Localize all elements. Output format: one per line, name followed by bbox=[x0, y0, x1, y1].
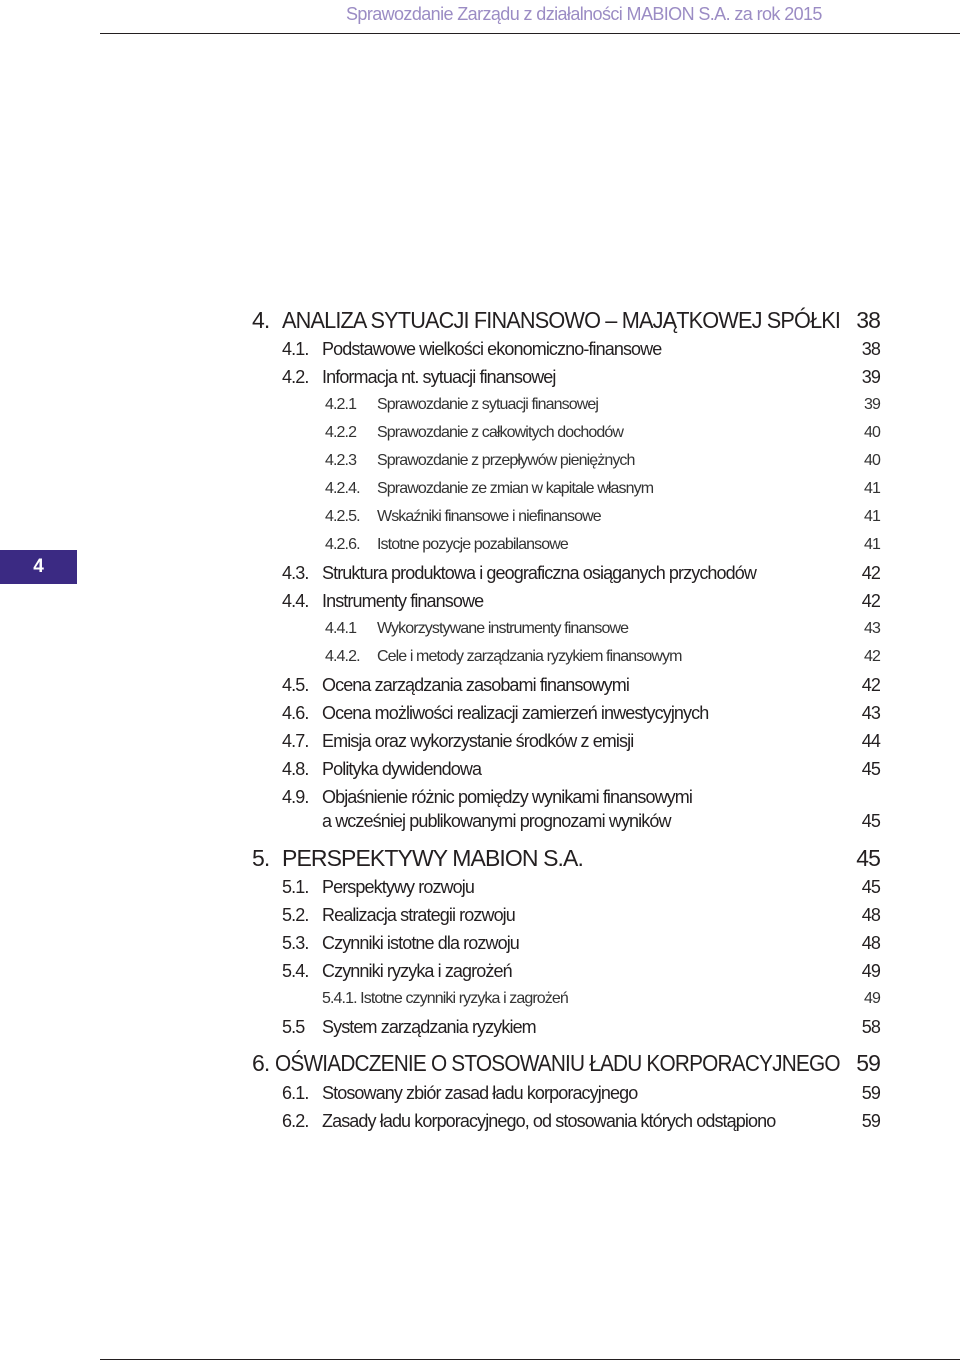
toc-entry-number: 5.3. bbox=[282, 933, 309, 953]
toc-entry-title: Sprawozdanie z całkowitych dochodów bbox=[377, 424, 623, 441]
toc-entry-number: 4.2.5. bbox=[325, 508, 360, 525]
toc-entry-page: 42 bbox=[864, 648, 880, 665]
toc-entry-title: PERSPEKTYWY MABION S.A. bbox=[282, 845, 583, 871]
toc-entry-title: Wskaźniki finansowe i niefinansowe bbox=[377, 508, 601, 525]
toc-entry-number: 6.2. bbox=[282, 1111, 309, 1131]
toc-entry-title: Instrumenty finansowe bbox=[322, 591, 484, 611]
toc-entry-number: 4. bbox=[252, 307, 270, 333]
toc-entry-number: 4.1. bbox=[282, 339, 309, 359]
toc-entry[interactable] bbox=[0, 905, 882, 929]
toc-entry[interactable] bbox=[0, 787, 882, 811]
toc-entry-page: 49 bbox=[861, 961, 880, 981]
toc-entry-number: 5.2. bbox=[282, 905, 309, 925]
toc-entry-page: 42 bbox=[861, 591, 880, 611]
toc-entry-title: Stosowany zbiór zasad ładu korporacyjnego bbox=[322, 1083, 638, 1103]
toc-entry[interactable] bbox=[0, 1111, 882, 1135]
toc-entry-page: 43 bbox=[864, 620, 880, 637]
toc-entry-number: 4.2.3 bbox=[325, 452, 357, 469]
toc-entry-title: Czynniki ryzyka i zagrożeń bbox=[322, 961, 512, 981]
toc-entry[interactable] bbox=[0, 990, 882, 1012]
toc-entry-page: 45 bbox=[861, 759, 880, 779]
toc-entry-page: 38 bbox=[861, 339, 880, 359]
toc-entry-number: 4.3. bbox=[282, 563, 309, 583]
toc-entry[interactable] bbox=[0, 307, 882, 337]
toc-entry-title: Perspektywy rozwoju bbox=[322, 877, 474, 897]
toc-entry-number: 5.4. bbox=[282, 961, 309, 981]
toc-entry[interactable] bbox=[0, 648, 882, 670]
toc-entry-title: Zasady ładu korporacyjnego, od stosowania których odstąpiono bbox=[322, 1111, 776, 1131]
toc-entry-number: 4.2.1 bbox=[325, 396, 357, 413]
toc-entry-number: 4.4. bbox=[282, 591, 309, 611]
toc-entry-title: 5.4.1. Istotne czynniki ryzyka i zagrożeń bbox=[322, 990, 568, 1007]
toc-entry-number: 5.1. bbox=[282, 877, 309, 897]
toc-entry-page: 45 bbox=[861, 877, 880, 897]
toc-entry-page: 41 bbox=[864, 508, 880, 525]
toc-entry-page: 58 bbox=[861, 1017, 880, 1037]
toc-entry-title: ANALIZA SYTUACJI FINANSOWO – MAJĄTKOWEJ SPÓŁKI bbox=[282, 307, 841, 333]
toc-entry-page: 41 bbox=[864, 480, 880, 497]
toc-entry-number: 4.4.2. bbox=[325, 648, 360, 665]
toc-entry-number: 5.5 bbox=[282, 1017, 305, 1037]
toc-entry-title: Podstawowe wielkości ekonomiczno-finansowe bbox=[322, 339, 662, 359]
toc-entry-page: 39 bbox=[864, 396, 880, 413]
toc-entry[interactable] bbox=[0, 452, 882, 474]
toc-entry[interactable] bbox=[0, 424, 882, 446]
toc-entry[interactable] bbox=[0, 675, 882, 699]
toc-entry[interactable] bbox=[0, 1017, 882, 1041]
toc-entry-number: 4.2.6. bbox=[325, 536, 360, 553]
toc-entry[interactable] bbox=[0, 961, 882, 985]
toc-entry-page: 42 bbox=[861, 563, 880, 583]
toc-entry-title: Informacja nt. sytuacji finansowej bbox=[322, 367, 556, 387]
toc-entry-page: 45 bbox=[861, 811, 880, 831]
toc-entry-page: 45 bbox=[856, 845, 880, 871]
toc-entry[interactable] bbox=[0, 703, 882, 727]
toc-entry-number: 4.5. bbox=[282, 675, 309, 695]
toc-entry[interactable] bbox=[0, 811, 882, 835]
toc-entry-page: 59 bbox=[856, 1050, 880, 1076]
toc-entry-title: Polityka dywidendowa bbox=[322, 759, 482, 779]
toc-entry[interactable] bbox=[0, 591, 882, 615]
toc-entry[interactable] bbox=[0, 731, 882, 755]
toc-entry-page: 48 bbox=[861, 905, 880, 925]
toc-entry-title: a wcześniej publikowanymi prognozami wyników bbox=[322, 811, 671, 831]
toc-entry-title: Sprawozdanie ze zmian w kapitale własnym bbox=[377, 480, 654, 497]
toc-entry-page: 38 bbox=[856, 307, 880, 333]
toc-entry-title: Objaśnienie różnic pomiędzy wynikami finansowymi bbox=[322, 787, 692, 807]
toc-entry-number: 5. bbox=[252, 845, 270, 871]
toc-entry[interactable] bbox=[0, 480, 882, 502]
toc-entry[interactable] bbox=[0, 759, 882, 783]
toc-entry[interactable] bbox=[0, 563, 882, 587]
document-header-title: Sprawozdanie Zarządu z działalności MABION S.A. za rok 2015 bbox=[346, 4, 822, 24]
toc-entry-title: Cele i metody zarządzania ryzykiem finansowym bbox=[377, 648, 682, 665]
toc-entry[interactable] bbox=[0, 877, 882, 901]
toc-entry-page: 44 bbox=[861, 731, 880, 751]
toc-entry-number: 4.6. bbox=[282, 703, 309, 723]
toc-entry[interactable] bbox=[0, 620, 882, 642]
toc-entry-number: 6. bbox=[252, 1050, 270, 1076]
toc-entry-title: Wykorzystywane instrumenty finansowe bbox=[377, 620, 629, 637]
header-divider bbox=[100, 33, 960, 34]
toc-entry-title: Emisja oraz wykorzystanie środków z emisji bbox=[322, 731, 634, 751]
toc-entry-title: OŚWIADCZENIE O STOSOWANIU ŁADU KORPORACYJNEGO bbox=[275, 1050, 840, 1076]
toc-entry-number: 4.7. bbox=[282, 731, 309, 751]
toc-entry-title: Ocena zarządzania zasobami finansowymi bbox=[322, 675, 629, 695]
toc-entry-number: 4.4.1 bbox=[325, 620, 357, 637]
toc-entry-page: 59 bbox=[861, 1111, 880, 1131]
footer-divider bbox=[100, 1359, 960, 1360]
toc-entry-page: 48 bbox=[861, 933, 880, 953]
toc-entry-number: 4.9. bbox=[282, 787, 309, 807]
toc-entry-title: Istotne pozycje pozabilansowe bbox=[377, 536, 568, 553]
toc-entry-title: Sprawozdanie z przepływów pieniężnych bbox=[377, 452, 635, 469]
toc-entry-page: 49 bbox=[864, 990, 880, 1007]
toc-entry-title: System zarządzania ryzykiem bbox=[322, 1017, 536, 1037]
toc-entry[interactable] bbox=[0, 396, 882, 418]
toc-entry[interactable] bbox=[0, 508, 882, 530]
toc-entry-title: Ocena możliwości realizacji zamierzeń inwestycyjnych bbox=[322, 703, 709, 723]
page-number: 4 bbox=[33, 556, 44, 577]
toc-entry-page: 43 bbox=[861, 703, 880, 723]
toc-entry-number: 4.2.2 bbox=[325, 424, 357, 441]
toc-entry-title: Czynniki istotne dla rozwoju bbox=[322, 933, 519, 953]
toc-entry-number: 4.8. bbox=[282, 759, 309, 779]
toc-entry-page: 40 bbox=[864, 452, 880, 469]
toc-entry-number: 4.2. bbox=[282, 367, 309, 387]
toc-entry[interactable] bbox=[0, 933, 882, 957]
toc-entry[interactable] bbox=[0, 367, 882, 391]
toc-entry-title: Realizacja strategii rozwoju bbox=[322, 905, 515, 925]
toc-entry-page: 42 bbox=[861, 675, 880, 695]
toc-entry-title: Struktura produktowa i geograficzna osiąganych przychodów bbox=[322, 563, 756, 583]
toc-entry[interactable] bbox=[0, 536, 882, 558]
toc-entry[interactable] bbox=[0, 1050, 882, 1080]
toc-entry[interactable] bbox=[0, 339, 882, 363]
toc-entry-number: 4.2.4. bbox=[325, 480, 360, 497]
toc-entry-page: 41 bbox=[864, 536, 880, 553]
toc-entry-page: 39 bbox=[861, 367, 880, 387]
toc-entry[interactable] bbox=[0, 845, 882, 875]
toc-entry-number: 6.1. bbox=[282, 1083, 309, 1103]
toc-entry[interactable] bbox=[0, 1083, 882, 1107]
toc-entry-page: 59 bbox=[861, 1083, 880, 1103]
toc-entry-title: Sprawozdanie z sytuacji finansowej bbox=[377, 396, 599, 413]
toc-entry-page: 40 bbox=[864, 424, 880, 441]
